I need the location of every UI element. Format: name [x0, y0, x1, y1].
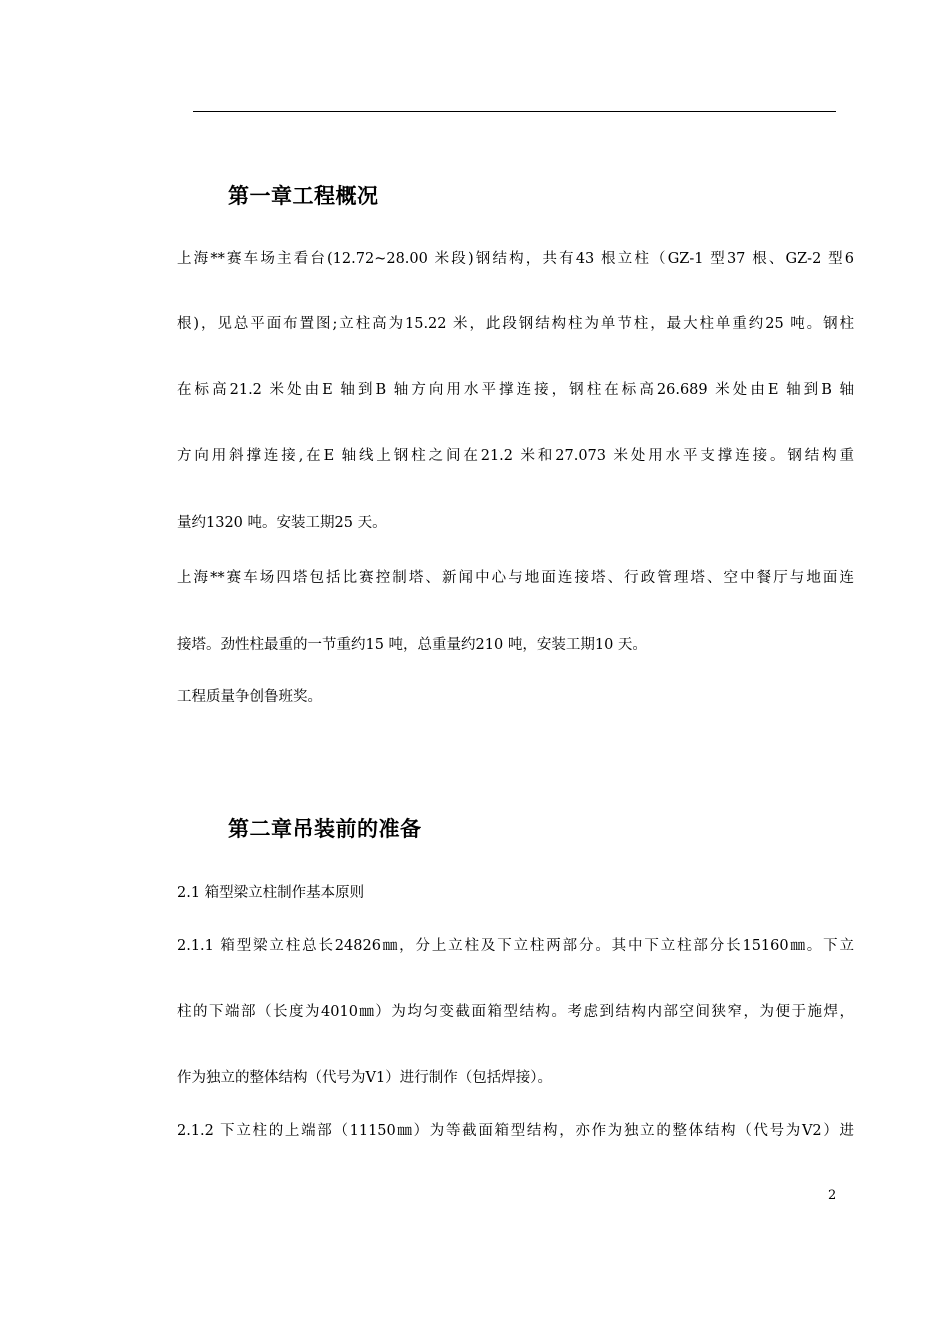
paragraph-line: 柱的下端部（长度为4010㎜）为均匀变截面箱型结构。考虑到结构内部空间狭窄，为便于施焊， — [177, 1004, 854, 1020]
paragraph-line: 工程质量争创鲁班奖。 — [177, 689, 322, 705]
paragraph-line: 2.1.1 箱型梁立柱总长24826㎜，分上立柱及下立柱两部分。其中下立柱部分长15160㎜。下立 — [177, 938, 854, 954]
page-number: 2 — [828, 1188, 837, 1203]
chapter-1-title: 第一章工程概况 — [228, 184, 379, 208]
paragraph-line: 根)，见总平面布置图;立柱高为15.22 米，此段钢结构柱为单节柱，最大柱单重约25 吨。钢柱 — [177, 316, 854, 332]
paragraph-line: 在标高21.2 米处由E 轴到B 轴方向用水平撑连接，钢柱在标高26.689 米处由E 轴到B 轴 — [177, 382, 854, 398]
paragraph-line: 2.1.2 下立柱的上端部（11150㎜）为等截面箱型结构，亦作为独立的整体结构（代号为V2）进 — [177, 1123, 854, 1139]
paragraph-line: 方向用斜撑连接,在E 轴线上钢柱之间在21.2 米和27.073 米处用水平支撑连接。钢结构重 — [177, 448, 854, 464]
chapter-2-title: 第二章吊装前的准备 — [228, 817, 422, 841]
paragraph-line: 作为独立的整体结构（代号为V1）进行制作（包括焊接）。 — [177, 1070, 552, 1086]
paragraph-line: 接塔。劲性柱最重的一节重约15 吨，总重量约210 吨，安装工期10 天。 — [177, 637, 647, 653]
section-heading: 2.1 箱型梁立柱制作基本原则 — [177, 885, 365, 901]
paragraph-line: 上海**赛车场四塔包括比赛控制塔、新闻中心与地面连接塔、行政管理塔、空中餐厅与地面连 — [177, 570, 854, 586]
paragraph-line: 量约1320 吨。安装工期25 天。 — [177, 515, 387, 531]
paragraph-line: 上海**赛车场主看台(12.72~28.00 米段)钢结构，共有43 根立柱（GZ-1 型37 根、GZ-2 型6 — [177, 251, 854, 267]
header-rule — [193, 111, 836, 112]
